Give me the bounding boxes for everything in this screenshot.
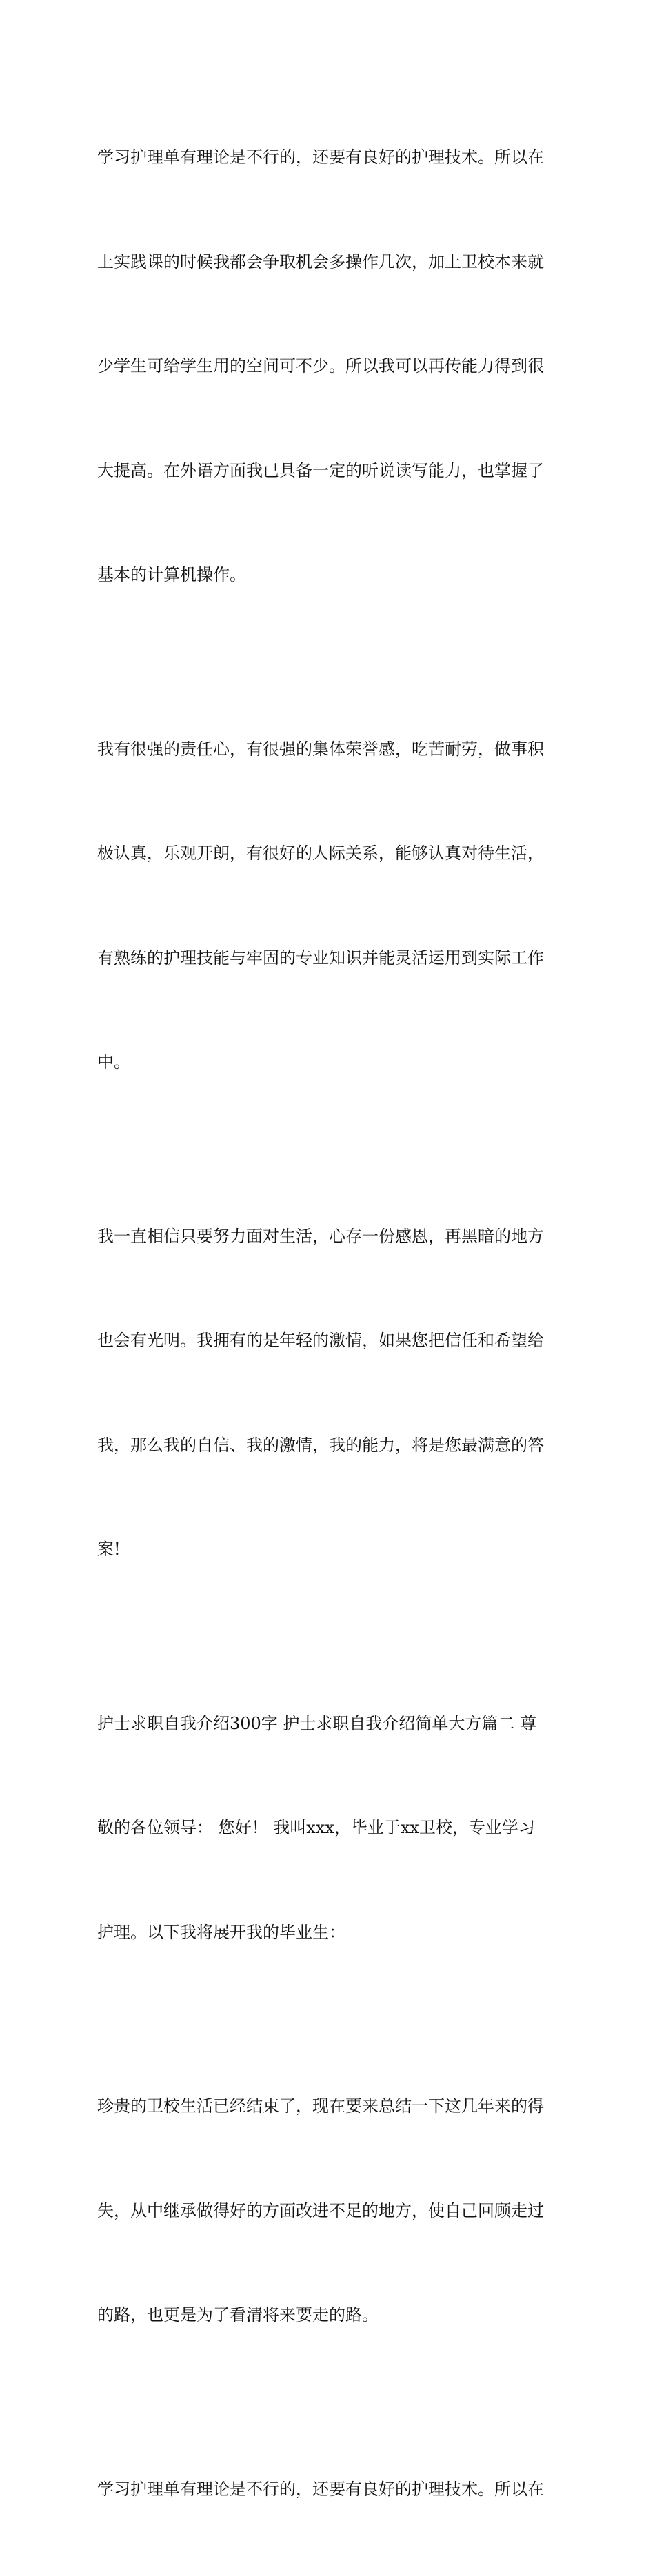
text-line: 学习护理单有理论是不行的，还要有良好的护理技术。所以在 (97, 140, 562, 175)
document-body (97, 70, 562, 2576)
text-line: 极认真，乐观开朗，有很好的人际关系，能够认真对待生活， (97, 836, 562, 871)
text-line: 我一直相信只要努力面对生活，心存一份感恩，再黑暗的地方 (97, 1219, 562, 1254)
paragraph-3 (97, 1149, 562, 1637)
text-line: 少学生可给学生用的空间可不少。所以我可以再传能力得到很 (97, 349, 562, 384)
text-line: 护士求职自我介绍300字 护士求职自我介绍简单大方篇二 尊 (97, 1706, 562, 1741)
paragraph-5 (97, 2019, 562, 2402)
text-line: 失，从中继承做得好的方面改进不足的地方，使自己回顾走过 (97, 2194, 562, 2229)
text-line: 大提高。在外语方面我已具备一定的听说读写能力，也掌握了 (97, 453, 562, 489)
text-line: 基本的计算机操作。 (97, 558, 562, 593)
text-line: 也会有光明。我拥有的是年轻的激情，如果您把信任和希望给 (97, 1323, 562, 1358)
paragraph-2 (97, 662, 562, 1149)
document-page (0, 0, 655, 847)
text-line: 案! (97, 1532, 562, 1567)
paragraph-6 (97, 2402, 562, 2576)
paragraph-1 (97, 70, 562, 662)
text-line: 珍贵的卫校生活已经结束了，现在要来总结一下这几年来的得 (97, 2089, 562, 2124)
paragraph-4 (97, 1637, 562, 2020)
text-line: 的路，也更是为了看清将来要走的路。 (97, 2298, 562, 2333)
text-line: 我，那么我的自信、我的激情，我的能力，将是您最满意的答 (97, 1428, 562, 1463)
text-line: 有熟练的护理技能与牢固的专业知识并能灵活运用到实际工作 (97, 941, 562, 976)
text-line: 上实践课的时候我都会争取机会多操作几次，加上卫校本来就 (97, 245, 562, 280)
text-line: 敬的各位领导： 您好！ 我叫xxx，毕业于xx卫校，专业学习 (97, 1810, 562, 1846)
text-line: 护理。以下我将展开我的毕业生： (97, 1915, 562, 1950)
text-line: 中。 (97, 1045, 562, 1080)
text-line: 学习护理单有理论是不行的，还要有良好的护理技术。所以在 (97, 2472, 562, 2507)
text-line: 我有很强的责任心，有很强的集体荣誉感，吃苦耐劳，做事积 (97, 732, 562, 767)
